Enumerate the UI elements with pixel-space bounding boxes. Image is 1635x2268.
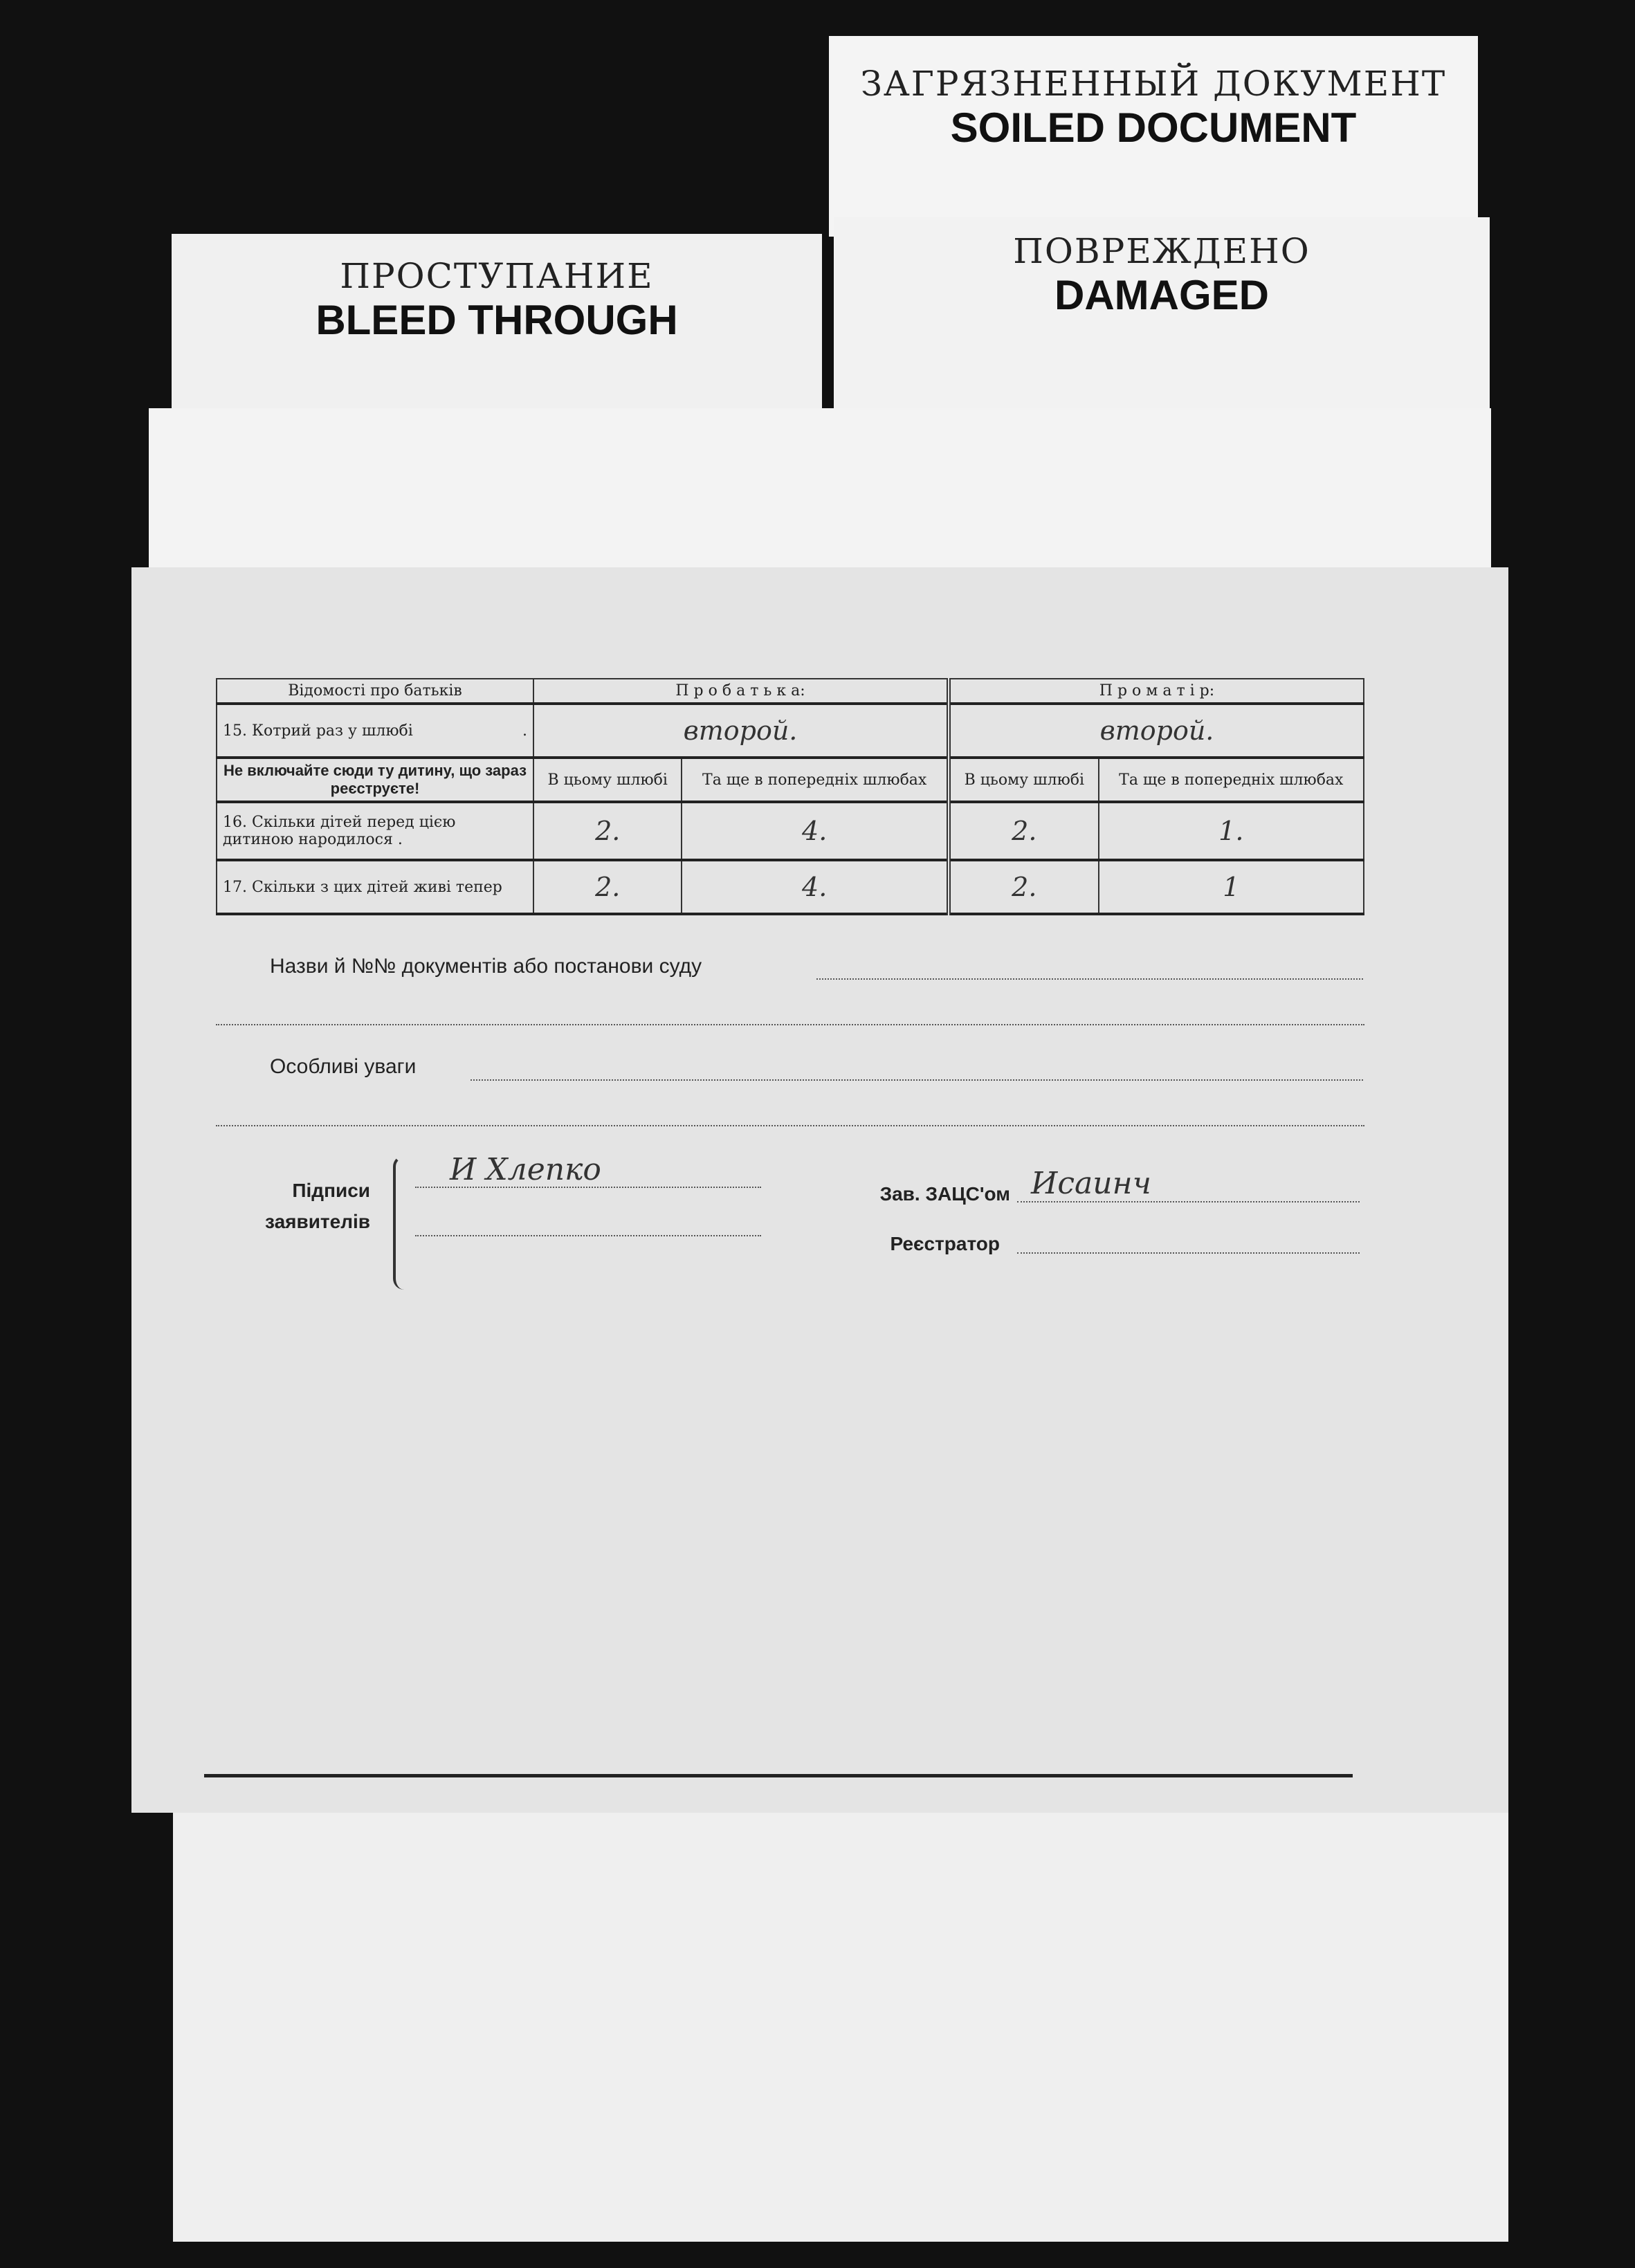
head-label: Зав. ЗАЦС'ом	[879, 1183, 1010, 1205]
documents-dotted-line-2	[216, 1024, 1364, 1025]
soiled-label-en: SOILED DOCUMENT	[950, 104, 1357, 151]
row15-dots: .	[522, 722, 527, 740]
row17-label: 17. Скільки з цих дітей живі тепер	[217, 860, 533, 914]
bleed-label-en: BLEED THROUGH	[316, 297, 678, 343]
subheader-father-prev: Та ще в попередніх шлюбах	[682, 758, 949, 802]
signatures-label-1: Підписи	[292, 1180, 370, 1201]
soiled-document-card	[829, 36, 1478, 237]
registrar-label: Реєстратор	[890, 1233, 1000, 1254]
row15-text: 15. Котрий раз у шлюбі	[223, 722, 413, 740]
header-father-cell: П р о б а т ь к а:	[533, 679, 949, 704]
row16-mother-this: 2.	[949, 802, 1099, 860]
row16-dots: .	[397, 831, 403, 848]
registration-form-page	[131, 567, 1508, 1813]
remarks-dotted-line	[471, 1079, 1363, 1081]
lower-backing-sheet	[173, 1757, 1508, 2242]
row16-text: 16. Скільки дітей перед цією дитиною народилося	[223, 814, 456, 848]
row16-father-prev: 4.	[682, 802, 949, 860]
row15-father-value: второй.	[533, 704, 949, 758]
soiled-label-ru: ЗАГРЯЗНЕННЫЙ ДОКУМЕНТ	[860, 64, 1447, 104]
row17-father-prev: 4.	[682, 860, 949, 914]
row17-mother-prev: 1	[1099, 860, 1364, 914]
remarks-label: Особливі уваги	[270, 1055, 417, 1078]
damaged-label-ru: ПОВРЕЖДЕНО	[1013, 231, 1310, 271]
documents-label: Назви й №№ документів або постанови суду	[270, 955, 702, 978]
applicant-signature: И Хлепко	[450, 1152, 601, 1187]
registrar-dotted-line	[1017, 1252, 1360, 1254]
parents-info-table	[216, 678, 1364, 915]
head-signature: Исаинч	[1031, 1166, 1151, 1201]
row15-label	[217, 704, 533, 758]
signature-dotted-line-1	[415, 1187, 761, 1188]
damaged-label-en: DAMAGED	[1054, 272, 1269, 318]
head-dotted-line	[1017, 1201, 1360, 1202]
signatures-brace	[393, 1155, 405, 1290]
documents-dotted-line	[816, 978, 1363, 980]
subheader-mother-this: В цьому шлюбі	[949, 758, 1099, 802]
header-mother-cell: П р о м а т і р:	[949, 679, 1364, 704]
header-info-cell: Відомості про батьків	[217, 679, 533, 704]
signature-dotted-line-2	[415, 1235, 761, 1236]
signatures-label-2: заявителів	[265, 1211, 370, 1232]
row16-label	[217, 802, 533, 860]
bleed-through-card	[172, 234, 822, 435]
bleed-label-ru: ПРОСТУПАНИЕ	[340, 256, 654, 296]
row17-father-this: 2.	[533, 860, 682, 914]
bottom-rule	[204, 1774, 1353, 1777]
row17-mother-this: 2.	[949, 860, 1099, 914]
row15-mother-value: второй.	[949, 704, 1364, 758]
subheader-note: Не включайте сюди ту дитину, що зараз реєструєте!	[217, 758, 533, 802]
row16-father-this: 2.	[533, 802, 682, 860]
row16-mother-prev: 1.	[1099, 802, 1364, 860]
damaged-card	[834, 217, 1490, 425]
remarks-dotted-line-2	[216, 1125, 1364, 1126]
subheader-father-this: В цьому шлюбі	[533, 758, 682, 802]
subheader-mother-prev: Та ще в попередніх шлюбах	[1099, 758, 1364, 802]
